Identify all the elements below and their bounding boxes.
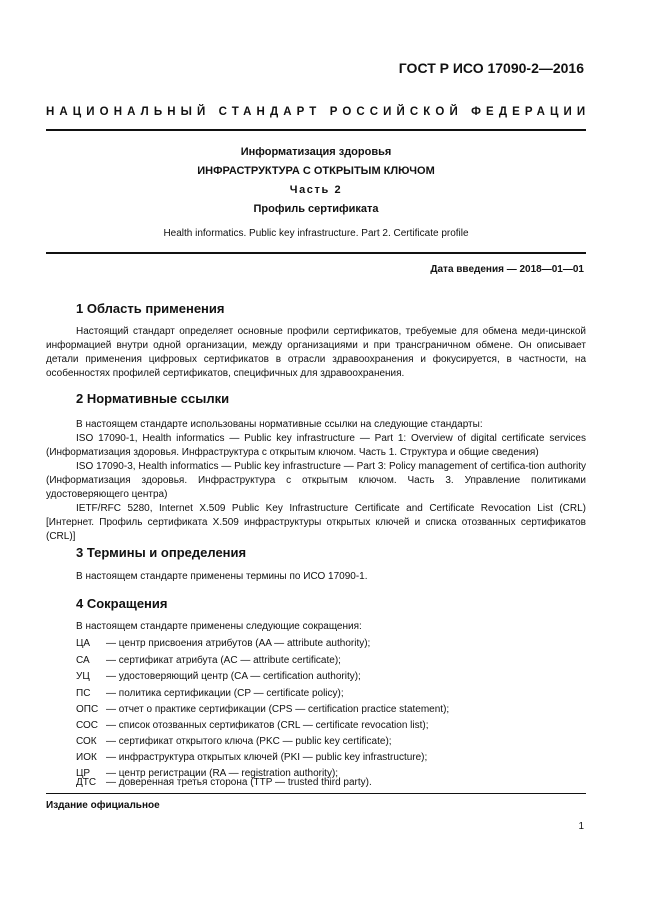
section-2-heading: 2 Нормативные ссылки	[76, 391, 230, 406]
abbreviation-definition: — список отозванных сертификатов (CRL — certificate revocation list);	[106, 720, 429, 731]
abbreviation-term: СА	[76, 655, 90, 666]
abbreviation-term: ОПС	[76, 704, 99, 715]
abbreviation-term: СОК	[76, 736, 97, 747]
abbreviation-term: УЦ	[76, 671, 90, 682]
abbreviation-row	[76, 704, 449, 721]
reference-item: IETF/RFC 5280, Internet X.509 Public Key Infrastructure Certificate and Certificate Revocation List (CRL) [Интернет. Профиль сертификата X.509 инфраструктуры открытых ключей и списка отозванных сертификатов (CRL)]	[46, 503, 586, 542]
abbreviation-definition: — удостоверяющий центр (CA — certification authority);	[106, 671, 361, 682]
abbreviation-definition: — политика сертификации (CP — certificate policy);	[106, 688, 344, 699]
abbreviation-definition: — инфраструктура открытых ключей (PKI — public key infrastructure);	[106, 752, 428, 763]
national-standard-banner: НАЦИОНАЛЬНЫЙ СТАНДАРТ РОССИЙСКОЙ ФЕДЕРАЦИИ	[46, 106, 591, 118]
introduction-date: Дата введения — 2018—01—01	[430, 264, 584, 275]
abbreviation-term: ИОК	[76, 752, 97, 763]
abbreviation-definition: — доверенная третья сторона (TTP — trusted third party).	[106, 777, 372, 788]
footer-divider	[46, 793, 586, 794]
abbreviation-term: ЦА	[76, 638, 91, 649]
abbreviation-definition: — сертификат открытого ключа (PKC — public key certificate);	[106, 736, 392, 747]
section-1-body	[46, 325, 586, 381]
abbreviation-row	[76, 752, 427, 769]
abbreviation-definition: — центр присвоения атрибутов (AA — attribute authority);	[106, 638, 371, 649]
abbreviation-term: ПС	[76, 688, 91, 699]
reference-item: ISO 17090-1, Health informatics — Public key infrastructure — Part 1: Overview of digital certificate services (Информатизация здоровья. Инфраструктура с открытым ключом. Часть 1. Структура и общие сведения)	[46, 433, 586, 458]
abbreviation-row	[76, 655, 341, 672]
section-2-intro: В настоящем стандарте использованы нормативные ссылки на следующие стандарты:	[76, 419, 483, 430]
section-1-heading: 1 Область применения	[76, 301, 225, 316]
english-title: Health informatics. Public key infrastructure. Part 2. Certificate profile	[163, 228, 469, 239]
section-2-body	[46, 418, 586, 544]
section-4-heading: 4 Сокращения	[76, 596, 168, 611]
section-3-text: В настоящем стандарте применены термины по ИСО 17090-1.	[76, 571, 368, 582]
abbreviation-term: СОС	[76, 720, 99, 731]
abbreviation-term: ДТС	[76, 777, 97, 788]
abbreviation-row	[76, 638, 370, 655]
abbreviation-definition: — сертификат атрибута (AC — attribute certificate);	[106, 655, 341, 666]
section-1-paragraph: Настоящий стандарт определяет основные профили сертификатов, требуемые для обмена меди-цинской информацией внутри одной организации, между организациями и при трансграничном обмене. Он описывает детали применения цифровых сертификатов в отрасли здравоохранения и фокусируется, в частности, на особенностях профилей сертификатов, специфичных для здравоохранения.	[46, 326, 586, 379]
abbreviation-row	[76, 671, 361, 688]
abbreviation-row	[76, 736, 392, 753]
title-subtitle: Профиль сертификата	[253, 203, 379, 215]
title-part: Часть 2	[289, 184, 343, 196]
abbreviation-definition: — отчет о практике сертификации (CPS — certification practice statement);	[106, 704, 450, 715]
edition-label: Издание официальное	[46, 800, 160, 811]
section-3-heading: 3 Термины и определения	[76, 545, 247, 560]
reference-item: ISO 17090-3, Health informatics — Public key infrastructure — Part 3: Policy management of certifica-tion authority (Информатизация здоровья. Инфраструктура с открытым ключом. Часть 3. Управление политиками удостоверяющего центра)	[46, 461, 586, 500]
title-line-1: Информатизация здоровья	[240, 146, 392, 158]
abbreviation-definition: — центр регистрации (RA — registration authority);	[106, 768, 339, 779]
abbreviation-row	[76, 777, 372, 794]
header-divider	[46, 129, 586, 131]
abbreviation-row	[76, 688, 344, 705]
abbreviation-term: ЦР	[76, 768, 91, 779]
abbreviation-row	[76, 720, 429, 737]
page-number: 1	[578, 821, 584, 832]
title-divider	[46, 252, 586, 254]
title-line-2: ИНФРАСТРУКТУРА С ОТКРЫТЫМ КЛЮЧОМ	[197, 165, 435, 177]
section-4-intro: В настоящем стандарте применены следующие сокращения:	[76, 621, 362, 632]
document-code: ГОСТ Р ИСО 17090-2—2016	[398, 60, 584, 76]
